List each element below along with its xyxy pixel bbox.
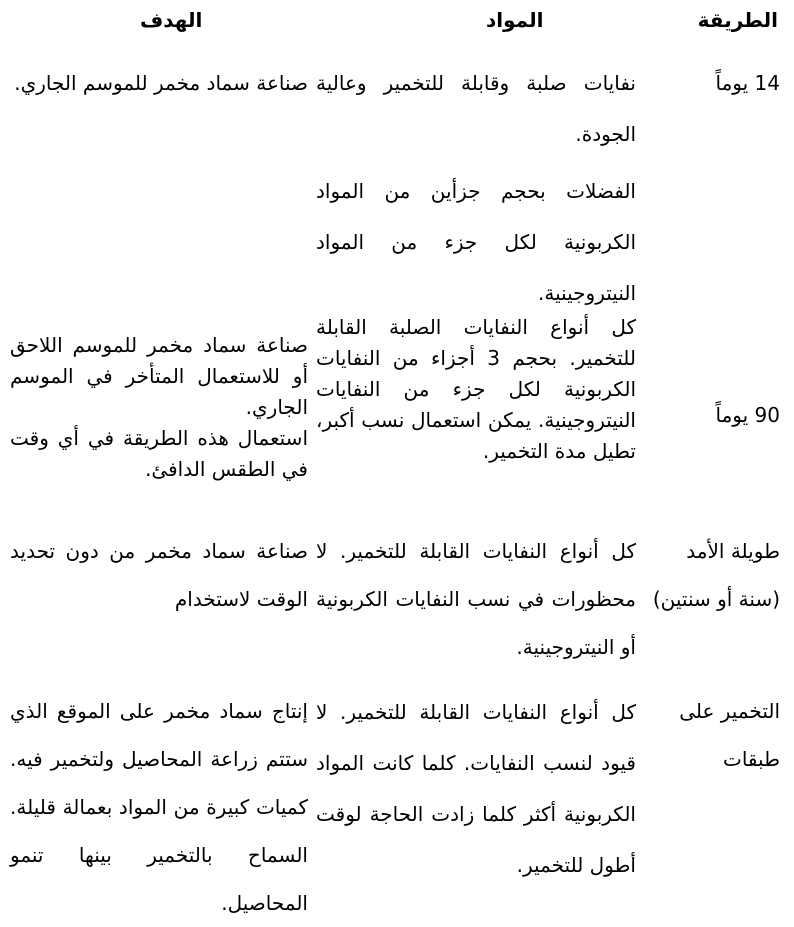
row-4-materials-p1: كل أنواع النفايات القابلة للتخمير. لا قيود لنسب النفايات. كلما كانت المواد الكربونية أكثر كلما زادت الحاجة لوقت أطول للتخمير.: [316, 700, 636, 877]
row-3-goal: [10, 527, 308, 623]
row-2-method: 90 يوماً: [715, 403, 780, 427]
row-3-method: طويلة الأمد (سنة أو سنتين): [652, 539, 780, 611]
row-3-goal-p1: صناعة سماد مخمر من دون تحديد الوقت لاستخدام: [10, 539, 308, 611]
row-1-materials-p1: نفايات صلبة وقابلة للتخمير وعالية الجودة.: [316, 71, 636, 146]
header-goal: الهدف: [140, 8, 203, 32]
row-2-goal-p2: استعمال هذه الطريقة في أي وقت في الطقس الدافئ.: [10, 426, 308, 481]
header-materials: المواد: [486, 8, 544, 32]
row-1-materials: [316, 58, 636, 319]
header-method: الطريقة: [697, 8, 778, 32]
row-1-method: 14 يوماً: [715, 71, 780, 95]
row-4-goal: [10, 687, 308, 927]
row-4-method: التخمير على طبقات: [679, 699, 780, 771]
row-4-materials: [316, 687, 636, 891]
row-2-goal: [10, 330, 308, 485]
row-3-materials-p1: كل أنواع النفايات القابلة للتخمير. لا محظورات في نسب النفايات الكربونية أو النيتروجينية.: [316, 539, 636, 659]
row-2-materials: [316, 312, 636, 467]
row-1-materials-p2: الفضلات بحجم جزأين من المواد الكربونية لكل جزء من المواد النيتروجينية.: [316, 179, 636, 305]
row-4-goal-p1: إنتاج سماد مخمر على الموقع الذي ستتم زراعة المحاصيل ولتخمير فيه. كميات كبيرة من المواد بعمالة قليلة. السماح بالتخمير بينها تنمو المحاصيل.: [10, 699, 308, 915]
row-2-materials-p1: كل أنواع النفايات الصلبة القابلة للتخمير. بحجم 3 أجزاء من النفايات الكربونية لكل جزء من النفايات النيتروجينية. يمكن استعمال نسب أكبر، تطيل مدة التخمير.: [316, 315, 637, 463]
row-1-goal-p1: صناعة سماد مخمر للموسم الجاري.: [14, 71, 308, 95]
row-1-goal: [10, 58, 308, 109]
row-3-materials: [316, 527, 636, 671]
row-2-goal-p1: صناعة سماد مخمر للموسم اللاحق أو للاستعمال المتأخر في الموسم الجاري.: [10, 333, 308, 419]
